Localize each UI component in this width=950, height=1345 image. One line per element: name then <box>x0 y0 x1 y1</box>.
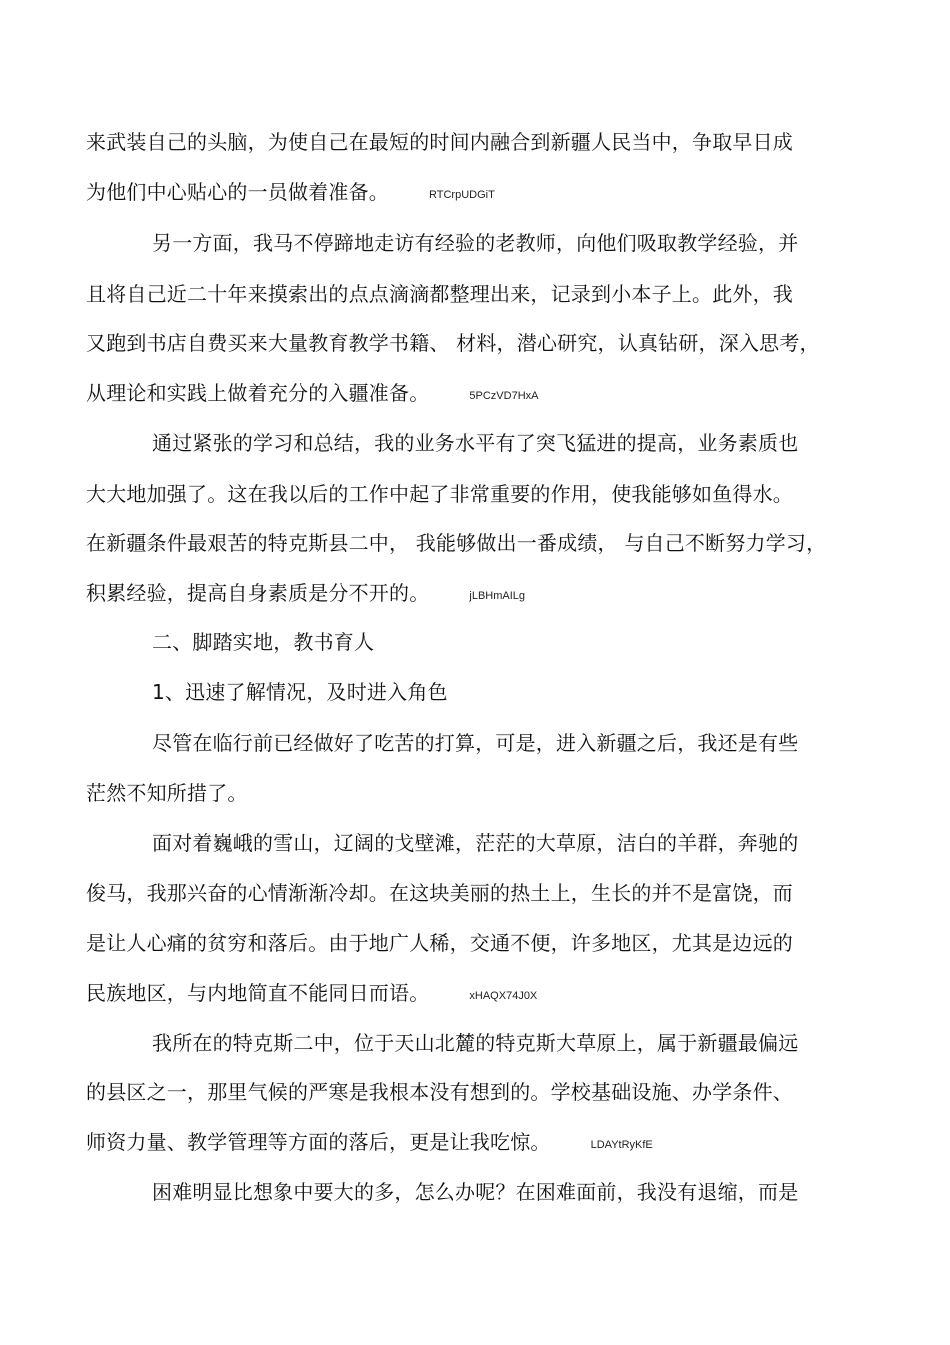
line-text: 又跑到书店自费买来大量教育教学书籍、 材料，潜心研究，认真钻研，深入思考， <box>86 331 820 355</box>
line-text: 1、迅速了解情况，及时进入角色 <box>152 680 448 704</box>
text-line <box>86 279 793 309</box>
line-text: 尽管在临行前已经做好了吃苦的打算，可是，进入新疆之后，我还是有些 <box>152 731 799 755</box>
text-line <box>86 878 793 908</box>
line-text: 为他们中心贴心的一员做着准备。 <box>86 180 389 204</box>
subsection-heading <box>152 677 448 707</box>
document-code: LDAYtRyKfE <box>590 1139 653 1151</box>
paragraph-first-line <box>152 1028 798 1058</box>
text-line <box>86 978 537 1008</box>
paragraph-first-line <box>152 228 798 258</box>
text-line <box>86 1077 793 1107</box>
text-line <box>86 328 820 358</box>
line-text: 面对着巍峨的雪山，辽阔的戈壁滩，茫茫的大草原，洁白的羊群，奔驰的 <box>152 831 799 855</box>
text-line <box>86 1127 653 1157</box>
text-line <box>86 127 793 157</box>
section-heading <box>152 627 374 657</box>
line-text: 民族地区，与内地简直不能同日而语。 <box>86 981 430 1005</box>
line-text: 我所在的特克斯二中，位于天山北麓的特克斯大草原上，属于新疆最偏远 <box>152 1031 799 1055</box>
line-text: 是让人心痛的贫穷和落后。由于地广人稀，交通不便，许多地区，尤其是边远的 <box>86 931 793 955</box>
line-text: 在新疆条件最艰苦的特克斯县二中， 我能够做出一番成绩， 与自己不断努力学习， <box>86 531 827 555</box>
line-text: 困难明显比想象中要大的多，怎么办呢？在困难面前，我没有退缩，而是 <box>152 1180 799 1204</box>
document-code: 5PCzVD7HxA <box>469 390 539 402</box>
line-text: 来武装自己的头脑，为使自己在最短的时间内融合到新疆人民当中，争取早日成 <box>86 130 793 154</box>
paragraph-first-line <box>152 728 798 758</box>
text-line <box>86 528 826 558</box>
line-text: 俊马，我那兴奋的心情渐渐冷却。在这块美丽的热土上，生长的并不是富饶，而 <box>86 881 793 905</box>
line-text: 大大地加强了。这在我以后的工作中起了非常重要的作用，使我能够如鱼得水。 <box>86 482 793 506</box>
text-line <box>86 479 793 509</box>
line-text: 师资力量、教学管理等方面的落后，更是让我吃惊。 <box>86 1130 551 1154</box>
line-text: 茫然不知所措了。 <box>86 781 248 805</box>
text-line <box>86 778 248 808</box>
line-text: 且将自己近二十年来摸索出的点点滴滴都整理出来，记录到小本子上。此外，我 <box>86 282 793 306</box>
line-text: 另一方面，我马不停蹄地走访有经验的老教师，向他们吸取教学经验，并 <box>152 231 799 255</box>
paragraph-first-line <box>152 1177 798 1207</box>
text-line <box>86 578 525 608</box>
document-code: RTCrpUDGiT <box>429 189 495 201</box>
line-text: 通过紧张的学习和总结，我的业务水平有了突飞猛进的提高，业务素质也 <box>152 431 799 455</box>
text-line <box>86 928 793 958</box>
text-line <box>86 378 538 408</box>
document-code: xHAQX74J0X <box>469 990 538 1002</box>
line-text: 的县区之一，那里气候的严寒是我根本没有想到的。学校基础设施、办学条件、 <box>86 1080 793 1104</box>
line-text: 积累经验，提高自身素质是分不开的。 <box>86 581 430 605</box>
text-line <box>86 177 495 207</box>
paragraph-first-line <box>152 828 798 858</box>
line-text: 从理论和实践上做着充分的入疆准备。 <box>86 381 430 405</box>
line-text: 二、脚踏实地，教书育人 <box>152 630 375 654</box>
paragraph-first-line <box>152 428 798 458</box>
document-code: jLBHmAILg <box>469 590 526 602</box>
